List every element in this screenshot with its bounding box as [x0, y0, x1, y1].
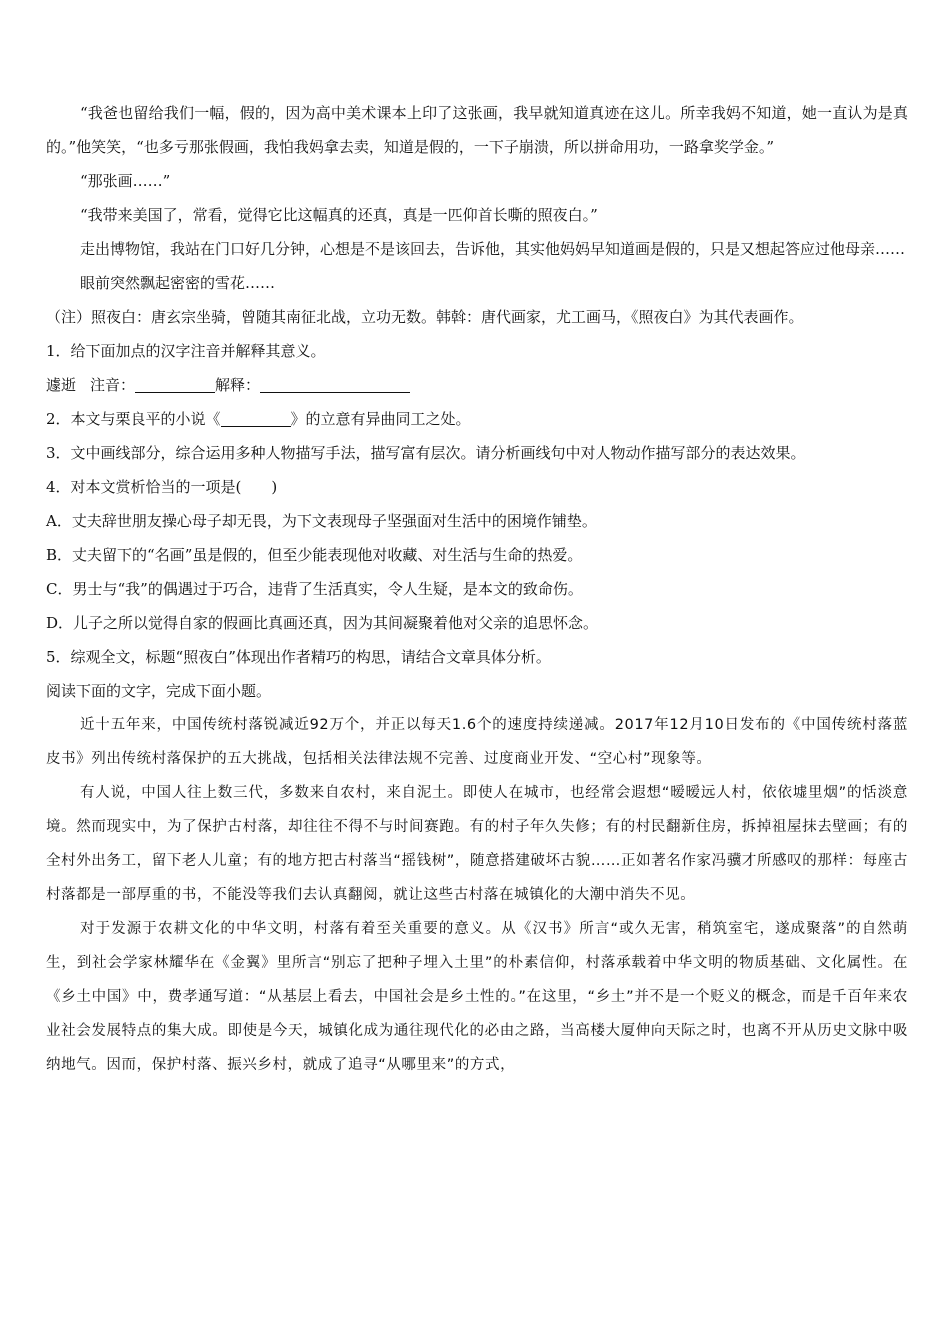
pinyin-blank[interactable]: [135, 374, 215, 393]
story-paragraph: “那张画……”: [80, 172, 171, 190]
question-2-suffix: 》的立意有异曲同工之处。: [290, 410, 471, 428]
option-a: A．丈夫辞世朋友操心母子却无畏，为下文表现母子坚强面对生活中的困境作铺垫。: [46, 512, 597, 530]
story-paragraph: “我爸也留给我们一幅，假的，因为高中美术课本上印了这张画，我早就知道真迹在这儿。所幸我妈不知道，她一直认为是真的。”他笑笑，“也多亏那张假画，我怕我妈拿去卖，知道是假的，一下子崩溃，所以拼命用功，一路拿奖学金。”: [46, 104, 908, 156]
meaning-label: 解释：: [215, 376, 261, 394]
story-paragraph: 眼前突然飘起密密的雪花……: [80, 274, 276, 292]
question-1: 1．给下面加点的汉字注音并解释其意义。: [46, 342, 326, 360]
story-paragraph: “我带来美国了，常看，觉得它比这幅真的还真，真是一匹仰首长嘶的照夜白。”: [80, 206, 598, 224]
question-4: 4．对本文赏析恰当的一项是( ): [46, 478, 278, 496]
article-paragraph: 对于发源于农耕文化的中华文明，村落有着至关重要的意义。从《汉书》所言“或久无害，稍筑室宅，遂成聚落”的自然萌生，到社会学家林耀华在《金翼》里所言“别忘了把种子埋入土里”的朴素信仰，村落承载着中华文明的物质基础、文化属性。在《乡土中国》中，费孝通写道：“从基层上看去，中国社会是乡土性的。”在这里，“乡土”并不是一个贬义的概念，而是千百年来农业社会发展特点的集大成。即使是今天，城镇化成为通往现代化的必由之路，当高楼大厦伸向天际之时，也离不开从历史文脉中吸纳地气。因而，保护村落、振兴乡村，就成了追寻“从哪里来”的方式，: [46, 921, 908, 1073]
meaning-blank[interactable]: [260, 374, 410, 393]
novel-title-blank[interactable]: [221, 408, 291, 427]
document-page: [46, 96, 908, 1082]
annotation-note: （注）照夜白：唐玄宗坐骑，曾随其南征北战，立功无数。韩斡：唐代画家，尤工画马，《照夜白》为其代表画作。: [46, 308, 804, 326]
reading-intro: 阅读下面的文字，完成下面小题。: [46, 682, 272, 700]
question-5: 5．综观全文，标题“照夜白”体现出作者精巧的构思，请结合文章具体分析。: [46, 648, 551, 666]
question-1-word: 遽逝: [46, 376, 77, 394]
story-paragraph: 走出博物馆，我站在门口好几分钟，心想是不是该回去，告诉他，其实他妈妈早知道画是假的，只是又想起答应过他母亲……: [80, 240, 906, 258]
option-b: B．丈夫留下的“名画”虽是假的，但至少能表现他对收藏、对生活与生命的热爱。: [46, 546, 583, 564]
option-c: C．男士与“我”的偶遇过于巧合，违背了生活真实，令人生疑，是本文的致命伤。: [46, 580, 583, 598]
question-1-answer-line: [46, 368, 908, 402]
article-paragraph: 有人说，中国人往上数三代，多数来自农村，来自泥土。即使人在城市，也经常会遐想“暧暧远人村，依依墟里烟”的恬淡意境。然而现实中，为了保护古村落，却往往不得不与时间赛跑。有的村子年久失修；有的村民翻新住房，拆掉祖屋抹去壁画；有的全村外出务工，留下老人儿童；有的地方把古村落当“摇钱树”，随意搭建破坏古貌……正如著名作家冯骥才所感叹的那样：每座古村落都是一部厚重的书，不能没等我们去认真翻阅，就让这些古村落在城镇化的大潮中消失不见。: [46, 785, 908, 903]
pinyin-label: 注音：: [90, 376, 136, 394]
question-2: [46, 402, 908, 436]
option-d: D．儿子之所以觉得自家的假画比真画还真，因为其间凝聚着他对父亲的追思怀念。: [46, 614, 599, 632]
question-3: 3．文中画线部分，综合运用多种人物描写手法，描写富有层次。请分析画线句中对人物动作描写部分的表达效果。: [46, 444, 806, 462]
article-paragraph: 近十五年来，中国传统村落锐减近92万个，并正以每天1.6个的速度持续递减。2017年12月10日发布的《中国传统村落蓝皮书》列出传统村落保护的五大挑战，包括相关法律法规不完善、过度商业开发、“空心村”现象等。: [46, 717, 908, 767]
question-2-prefix: 2．本文与栗良平的小说《: [46, 410, 221, 428]
